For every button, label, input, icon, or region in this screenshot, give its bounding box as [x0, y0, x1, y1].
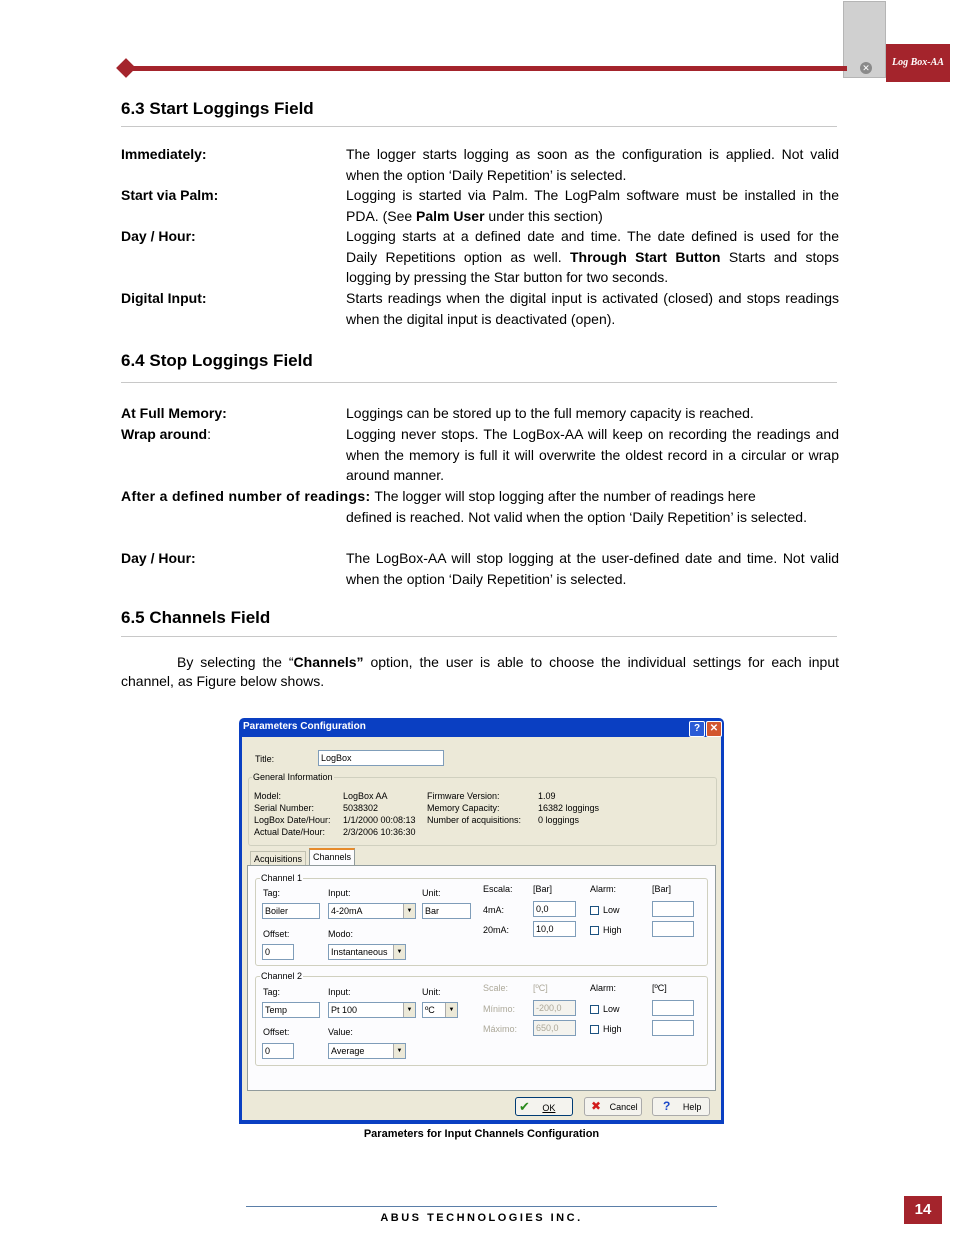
- serial-label: Serial Number:: [254, 803, 315, 813]
- ch2-unit-label: Unit:: [422, 987, 441, 997]
- channel-2-label: Channel 2: [261, 971, 303, 981]
- ch2-value-select[interactable]: Average ▼: [328, 1043, 406, 1059]
- desc-wrap-around: Logging never stops. The LogBox-AA will keep on recording the readings and when the memory is full it will overwrite the oldest record in a circular or wrap around manner.: [346, 426, 839, 484]
- cancel-button[interactable]: [584, 1097, 642, 1116]
- ch1-4ma-label: 4mA:: [483, 905, 505, 915]
- memory-label: Memory Capacity:: [427, 803, 500, 813]
- section-6-5-title: 6.5 Channels Field: [121, 608, 271, 627]
- ch2-low-alarm-input[interactable]: [652, 1000, 694, 1016]
- header-rule: [127, 66, 847, 71]
- footer-company: ABUS TECHNOLOGIES INC.: [380, 1212, 583, 1224]
- ch2-high-checkbox[interactable]: [590, 1025, 599, 1034]
- ch2-offset-input[interactable]: 0: [262, 1043, 294, 1059]
- ch2-value-label: Value:: [328, 1027, 353, 1037]
- ch1-offset-label: Offset:: [263, 929, 290, 939]
- ch2-low-label: Low: [603, 1004, 620, 1014]
- actual-datetime-value: 2/3/2006 10:36:30: [343, 827, 416, 837]
- ch2-unit-select[interactable]: ºC ▼: [422, 1002, 458, 1018]
- ch1-input-select[interactable]: 4-20mA ▼: [328, 903, 416, 919]
- ch1-tag-input[interactable]: Boiler: [262, 903, 320, 919]
- ch1-20ma-label: 20mA:: [483, 925, 510, 935]
- ch2-low-checkbox[interactable]: [590, 1005, 599, 1014]
- term-wrap-around: Wrap around:: [121, 426, 211, 442]
- model-label: Model:: [254, 791, 282, 801]
- term-day-hour: Day / Hour:: [121, 228, 196, 244]
- ch1-20ma-input[interactable]: 10,0: [533, 921, 576, 937]
- general-info-label: General Information: [253, 772, 333, 782]
- channels-paragraph: By selecting the “Channels” option, the user is able to choose the individual settings for each input channel, as Figure below shows.: [121, 654, 839, 689]
- desc-stop-day-hour: The LogBox-AA will stop logging at the user-defined date and time. Not valid when the option ‘Daily Repetition’ is selected.: [346, 550, 839, 587]
- term-immediately: Immediately:: [121, 146, 207, 162]
- cancel-label: Cancel: [609, 1102, 638, 1112]
- ch1-mode-label: Modo:: [328, 929, 354, 939]
- section-rule: [121, 636, 837, 637]
- model-value: LogBox AA: [343, 791, 388, 801]
- chevron-down-icon[interactable]: ▼: [403, 1003, 415, 1017]
- ch2-min-label: Mínimo:: [483, 1004, 516, 1014]
- ch2-max-input[interactable]: 650,0: [533, 1020, 576, 1036]
- desc-immediately: The logger starts logging as soon as the configuration is applied. Not valid when the option ‘Daily Repetition’ is selected.: [346, 146, 839, 183]
- ch2-max-label: Máximo:: [483, 1024, 518, 1034]
- ch1-4ma-input[interactable]: 0,0: [533, 901, 576, 917]
- ch2-scale-label: Scale:: [483, 983, 509, 993]
- title-label: Title:: [255, 754, 275, 764]
- footer-rule: [246, 1206, 717, 1207]
- help-button[interactable]: [652, 1097, 710, 1116]
- channel-2-group: [255, 976, 708, 1066]
- ch1-alarm-label: Alarm:: [590, 884, 617, 894]
- firmware-value: 1.09: [538, 791, 556, 801]
- term-start-via-palm: Start via Palm:: [121, 187, 219, 203]
- ch1-low-checkbox[interactable]: [590, 906, 599, 915]
- ch1-tag-label: Tag:: [263, 888, 281, 898]
- ch2-input-select[interactable]: Pt 100 ▼: [328, 1002, 416, 1018]
- ch1-scale-unit: [Bar]: [533, 884, 553, 894]
- term-stop-day-hour: Day / Hour:: [121, 550, 196, 566]
- ch1-unit-label: Unit:: [422, 888, 441, 898]
- ch1-unit-input[interactable]: Bar: [422, 903, 471, 919]
- help-label: Help: [682, 1102, 702, 1112]
- ch2-tag-label: Tag:: [263, 987, 281, 997]
- ch2-scale-unit: [ºC]: [533, 983, 548, 993]
- serial-value: 5038302: [343, 803, 379, 813]
- term-after-readings: After a defined number of readings: The logger will stop logging after the number of readings here: [121, 488, 756, 504]
- desc-day-hour: Logging starts at a defined date and time. The date defined is used for the Daily Repetitions option as well. Through Start Button Starts and stops logging by pressing the Star button for two seconds.: [346, 228, 839, 286]
- ok-label: OK: [542, 1103, 556, 1113]
- tab-channels[interactable]: Channels: [309, 848, 355, 866]
- page-number: 14: [904, 1196, 942, 1224]
- tab-acquisitions[interactable]: Acquisitions: [250, 851, 306, 866]
- acquisitions-label: Number of acquisitions:: [427, 815, 522, 825]
- desc-digital-input: Starts readings when the digital input is activated (closed) and stops readings when the digital input is deactivated (open).: [346, 290, 839, 327]
- ch1-input-label: Input:: [328, 888, 351, 898]
- memory-value: 16382 loggings: [538, 803, 600, 813]
- ch1-alarm-unit: [Bar]: [652, 884, 672, 894]
- ch1-high-checkbox[interactable]: [590, 926, 599, 935]
- channel-1-group: [255, 878, 708, 966]
- ch1-scale-label: Escala:: [483, 884, 513, 894]
- desc-after-readings: defined is reached. Not valid when the option ‘Daily Repetition’ is selected.: [346, 509, 807, 525]
- dialog-title: Parameters Configuration: [243, 721, 366, 732]
- ch1-offset-input[interactable]: 0: [262, 944, 294, 960]
- chevron-down-icon[interactable]: ▼: [403, 904, 415, 918]
- section-6-3-title: 6.3 Start Loggings Field: [121, 99, 314, 118]
- channel-1-label: Channel 1: [261, 873, 303, 883]
- help-title-button[interactable]: ?: [689, 721, 705, 737]
- section-rule: [121, 126, 837, 127]
- logbox-datetime-label: LogBox Date/Hour:: [254, 815, 331, 825]
- header-diamond: [116, 58, 136, 78]
- ch1-low-alarm-input[interactable]: [652, 901, 694, 917]
- logbox-datetime-value: 1/1/2000 00:08:13: [343, 815, 416, 825]
- acquisitions-value: 0 loggings: [538, 815, 580, 825]
- close-title-button[interactable]: ✕: [706, 721, 722, 737]
- check-icon: ✔: [519, 1099, 530, 1114]
- chevron-down-icon[interactable]: ▼: [393, 945, 405, 959]
- ok-button[interactable]: [515, 1097, 573, 1116]
- ch2-high-alarm-input[interactable]: [652, 1020, 694, 1036]
- ch2-high-label: High: [603, 1024, 622, 1034]
- ch1-mode-select[interactable]: Instantaneous ▼: [328, 944, 406, 960]
- ch2-offset-label: Offset:: [263, 1027, 290, 1037]
- term-at-full-memory: At Full Memory:: [121, 405, 227, 421]
- header-label: Log Box-AA: [886, 44, 950, 82]
- close-icon: ✕: [860, 62, 872, 74]
- section-6-4-title: 6.4 Stop Loggings Field: [121, 351, 313, 370]
- chevron-down-icon[interactable]: ▼: [393, 1044, 405, 1058]
- ch2-alarm-label: Alarm:: [590, 983, 617, 993]
- ch2-tag-input[interactable]: Temp: [262, 1002, 320, 1018]
- help-icon: ?: [663, 1099, 671, 1113]
- term-digital-input: Digital Input:: [121, 290, 207, 306]
- section-rule: [121, 382, 837, 383]
- ch1-high-label: High: [603, 925, 622, 935]
- actual-datetime-label: Actual Date/Hour:: [254, 827, 326, 837]
- figure-caption: Parameters for Input Channels Configuration: [363, 1128, 600, 1140]
- ch2-min-input[interactable]: -200,0: [533, 1000, 576, 1016]
- desc-at-full-memory: Loggings can be stored up to the full memory capacity is reached.: [346, 405, 754, 421]
- chevron-down-icon[interactable]: ▼: [445, 1003, 457, 1017]
- title-input[interactable]: LogBox: [318, 750, 444, 766]
- ch2-alarm-unit: [ºC]: [652, 983, 667, 993]
- ch2-input-label: Input:: [328, 987, 351, 997]
- ch1-high-alarm-input[interactable]: [652, 921, 694, 937]
- desc-start-via-palm: Logging is started via Palm. The LogPalm software must be installed in the PDA. (See Palm User under this section): [346, 187, 839, 224]
- firmware-label: Firmware Version:: [427, 791, 500, 801]
- ch1-low-label: Low: [603, 905, 620, 915]
- cancel-icon: ✖: [591, 1099, 602, 1113]
